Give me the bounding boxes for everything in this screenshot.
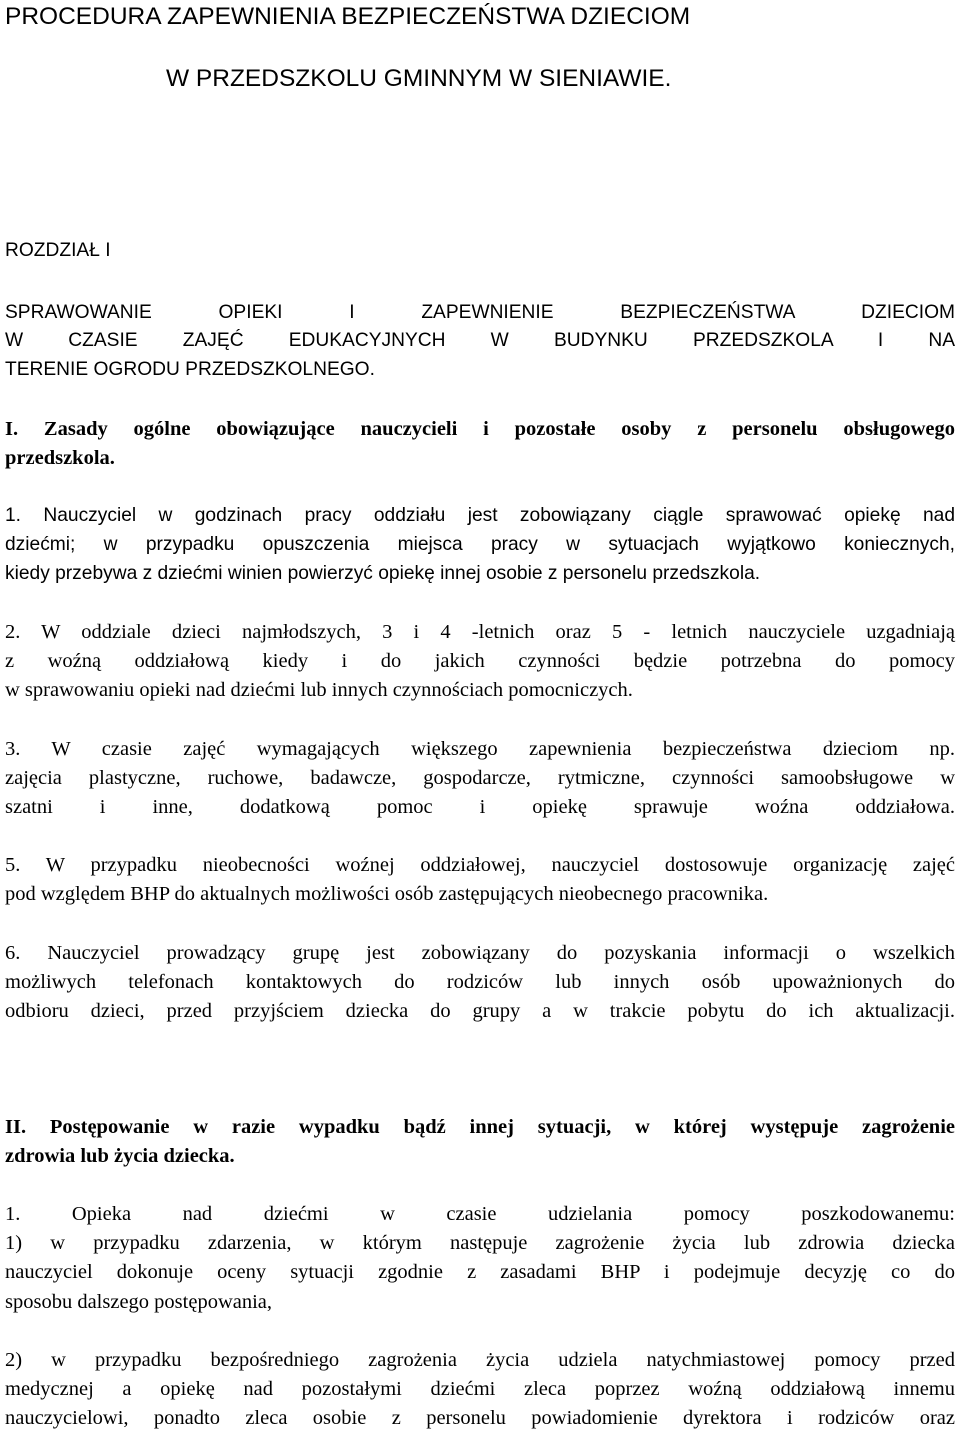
section-2-item-1-line-4: sposobu dalszego postępowania, <box>5 1291 273 1313</box>
section-2-item-2-line-2: medycznej a opiekę nad pozostałymi dziećmi zleca poprzez woźną oddziałową innemu <box>5 1378 955 1400</box>
chapter-subtitle-line-2: W CZASIE ZAJĘĆ EDUKACYJNYCH W BUDYNKU PRZEDSZKOLA I NA <box>5 330 955 351</box>
section-1-item-2-line-1: 2. W oddziale dzieci najmłodszych, 3 i 4 -letnich oraz 5 - letnich nauczyciele uzgadniają <box>5 621 955 643</box>
document-title-line-1: PROCEDURA ZAPEWNIENIA BEZPIECZEŃSTWA DZIECIOM <box>5 3 691 30</box>
chapter-subtitle-line-1: SPRAWOWANIE OPIEKI I ZAPEWNIENIE BEZPIECZEŃSTWA DZIECIOM <box>5 302 955 323</box>
section-1-item-6-line-3: odbioru dzieci, przed przyjściem dziecka do grupy a w trakcie pobytu do ich aktualizacji. <box>5 1000 955 1022</box>
section-2-item-1-line-2: 1) w przypadku zdarzenia, w którym następuje zagrożenie życia lub zdrowia dziecka <box>5 1232 955 1254</box>
section-1-item-3-line-3: szatni i inne, dodatkową pomoc i opiekę sprawuje woźna oddziałowa. <box>5 796 955 818</box>
section-2-heading-line-2: zdrowia lub życia dziecka. <box>5 1145 235 1167</box>
section-1-item-1-line-3: kiedy przebywa z dziećmi winien powierzyć opiekę innej osobie z personelu przedszkola. <box>5 563 761 584</box>
section-1-item-6-line-1: 6. Nauczyciel prowadzący grupę jest zobowiązany do pozyskania informacji o wszelkich <box>5 942 955 964</box>
section-2-item-1-line-3: nauczyciel dokonuje oceny sytuacji zgodnie z zasadami BHP i podejmuje decyzję co do <box>5 1261 955 1283</box>
section-1-item-3-line-1: 3. W czasie zajęć wymagających większego zapewnienia bezpieczeństwa dzieciom np. <box>5 738 955 760</box>
section-1-heading-line-2: przedszkola. <box>5 447 115 469</box>
section-2-item-2-line-1: 2) w przypadku bezpośredniego zagrożenia życia udziela natychmiastowej pomocy przed <box>5 1349 955 1371</box>
document-title-line-2: W PRZEDSZKOLU GMINNYM W SIENIAWIE. <box>166 65 672 92</box>
section-1-item-2-line-2: z woźną oddziałową kiedy i do jakich czynności będzie potrzebna do pomocy <box>5 650 955 672</box>
chapter-heading: ROZDZIAŁ I <box>5 240 111 261</box>
section-1-item-1-line-1: 1. Nauczyciel w godzinach pracy oddziału jest zobowiązany ciągle sprawować opiekę nad <box>5 505 955 526</box>
chapter-subtitle-line-3: TERENIE OGRODU PRZEDSZKOLNEGO. <box>5 359 375 380</box>
section-1-heading-line-1: I. Zasady ogólne obowiązujące nauczycieli i pozostałe osoby z personelu obsługowego <box>5 418 955 440</box>
section-1-item-1-line-2: dziećmi; w przypadku opuszczenia miejsca pracy w sytuacjach wyjątkowo koniecznych, <box>5 534 955 555</box>
section-2-item-2-line-3: nauczycielowi, ponadto zleca osobie z personelu powiadomienie dyrektora i rodziców oraz <box>5 1407 955 1429</box>
section-1-item-3-line-2: zajęcia plastyczne, ruchowe, badawcze, gospodarcze, rytmiczne, czynności samoobsługowe w <box>5 767 955 789</box>
section-2-heading-line-1: II. Postępowanie w razie wypadku bądź innej sytuacji, w której występuje zagrożenie <box>5 1116 955 1138</box>
section-1-item-5-line-1: 5. W przypadku nieobecności woźnej oddziałowej, nauczyciel dostosowuje organizację zajęć <box>5 854 955 876</box>
section-1-item-6-line-2: możliwych telefonach kontaktowych do rodziców lub innych osób upoważnionych do <box>5 971 955 993</box>
section-1-item-5-line-2: pod względem BHP do aktualnych możliwości osób zastępujących nieobecnego pracownika. <box>5 883 769 905</box>
section-1-item-2-line-3: w sprawowaniu opieki nad dziećmi lub innych czynnościach pomocniczych. <box>5 679 633 701</box>
section-2-item-1-line-1: 1. Opieka nad dziećmi w czasie udzielania pomocy poszkodowanemu: <box>5 1203 955 1225</box>
